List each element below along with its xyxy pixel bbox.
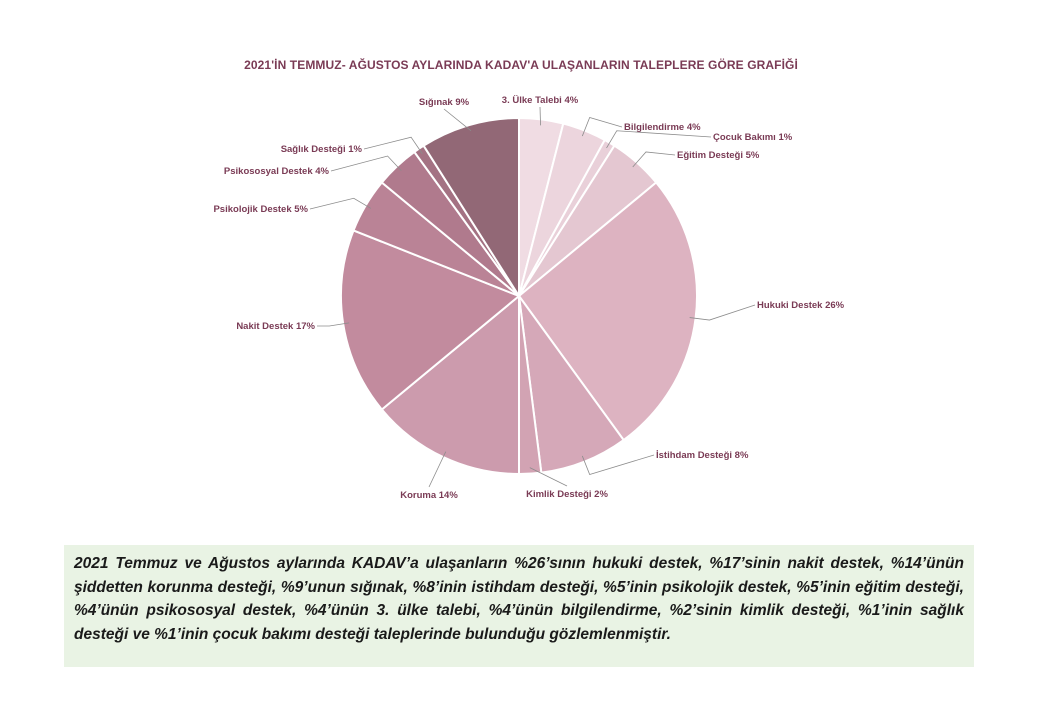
caption-box xyxy=(64,545,974,667)
chart-title: 2021'İN TEMMUZ- AĞUSTOS AYLARINDA KADAV'A ULAŞANLARIN TALEPLERE GÖRE GRAFİĞİ xyxy=(244,58,798,72)
slice-label-psikolojik-destek: Psikolojik Destek 5% xyxy=(213,204,308,215)
slice-label-bilgilendirme: Bilgilendirme 4% xyxy=(624,122,701,133)
leader-line-psikososyal-destek xyxy=(331,156,401,171)
slice-label-3-ulke-talebi: 3. Ülke Talebi 4% xyxy=(501,95,579,106)
slice-label-egitim-destegi: Eğitim Desteği 5% xyxy=(677,150,760,161)
slice-label-cocuk-bakimi: Çocuk Bakımı 1% xyxy=(713,132,793,143)
slice-label-istihdam-destegi: İstihdam Desteği 8% xyxy=(656,450,749,461)
slice-label-siginak: Sığınak 9% xyxy=(418,97,470,108)
slice-label-koruma: Koruma 14% xyxy=(400,490,458,501)
leader-line-saglik-destegi xyxy=(364,137,422,154)
slice-label-kimlik-destegi: Kimlik Desteği 2% xyxy=(526,489,608,500)
leader-line-koruma xyxy=(429,452,446,487)
leader-line-psikolojik-destek xyxy=(310,198,371,209)
slice-label-nakit-destek: Nakit Destek 17% xyxy=(236,321,315,332)
slice-label-hukuki-destek: Hukuki Destek 26% xyxy=(757,300,845,311)
caption-text: 2021 Temmuz ve Ağustos aylarında KADAV’a ulaşanların %26’sının hukuki destek, %17’sinin nakit destek, %14’ünün şiddetten korunma desteği, %9’unun sığınak, %8’inin istihdam desteği, %5’inin psikolojik destek, %5’inin eğitim desteği, %4’ünün psikososyal destek, %4’ünün 3. ülke talebi, %4’ünün bilgilendirme, %2’sinin kimlik desteği, %1’inin sağlık desteği ve %1’inin çocuk bakımı desteği taleplerinde bulunduğu gözlemlenmiştir. xyxy=(74,555,964,643)
slice-label-psikososyal-destek: Psikososyal Destek 4% xyxy=(223,166,329,177)
leader-line-siginak xyxy=(444,109,471,131)
leader-line-3-ulke-talebi xyxy=(540,107,541,125)
leader-line-hukuki-destek xyxy=(690,305,755,320)
slice-label-saglik-destegi: Sağlık Desteği 1% xyxy=(280,144,362,155)
leader-line-cocuk-bakimi xyxy=(607,131,711,148)
